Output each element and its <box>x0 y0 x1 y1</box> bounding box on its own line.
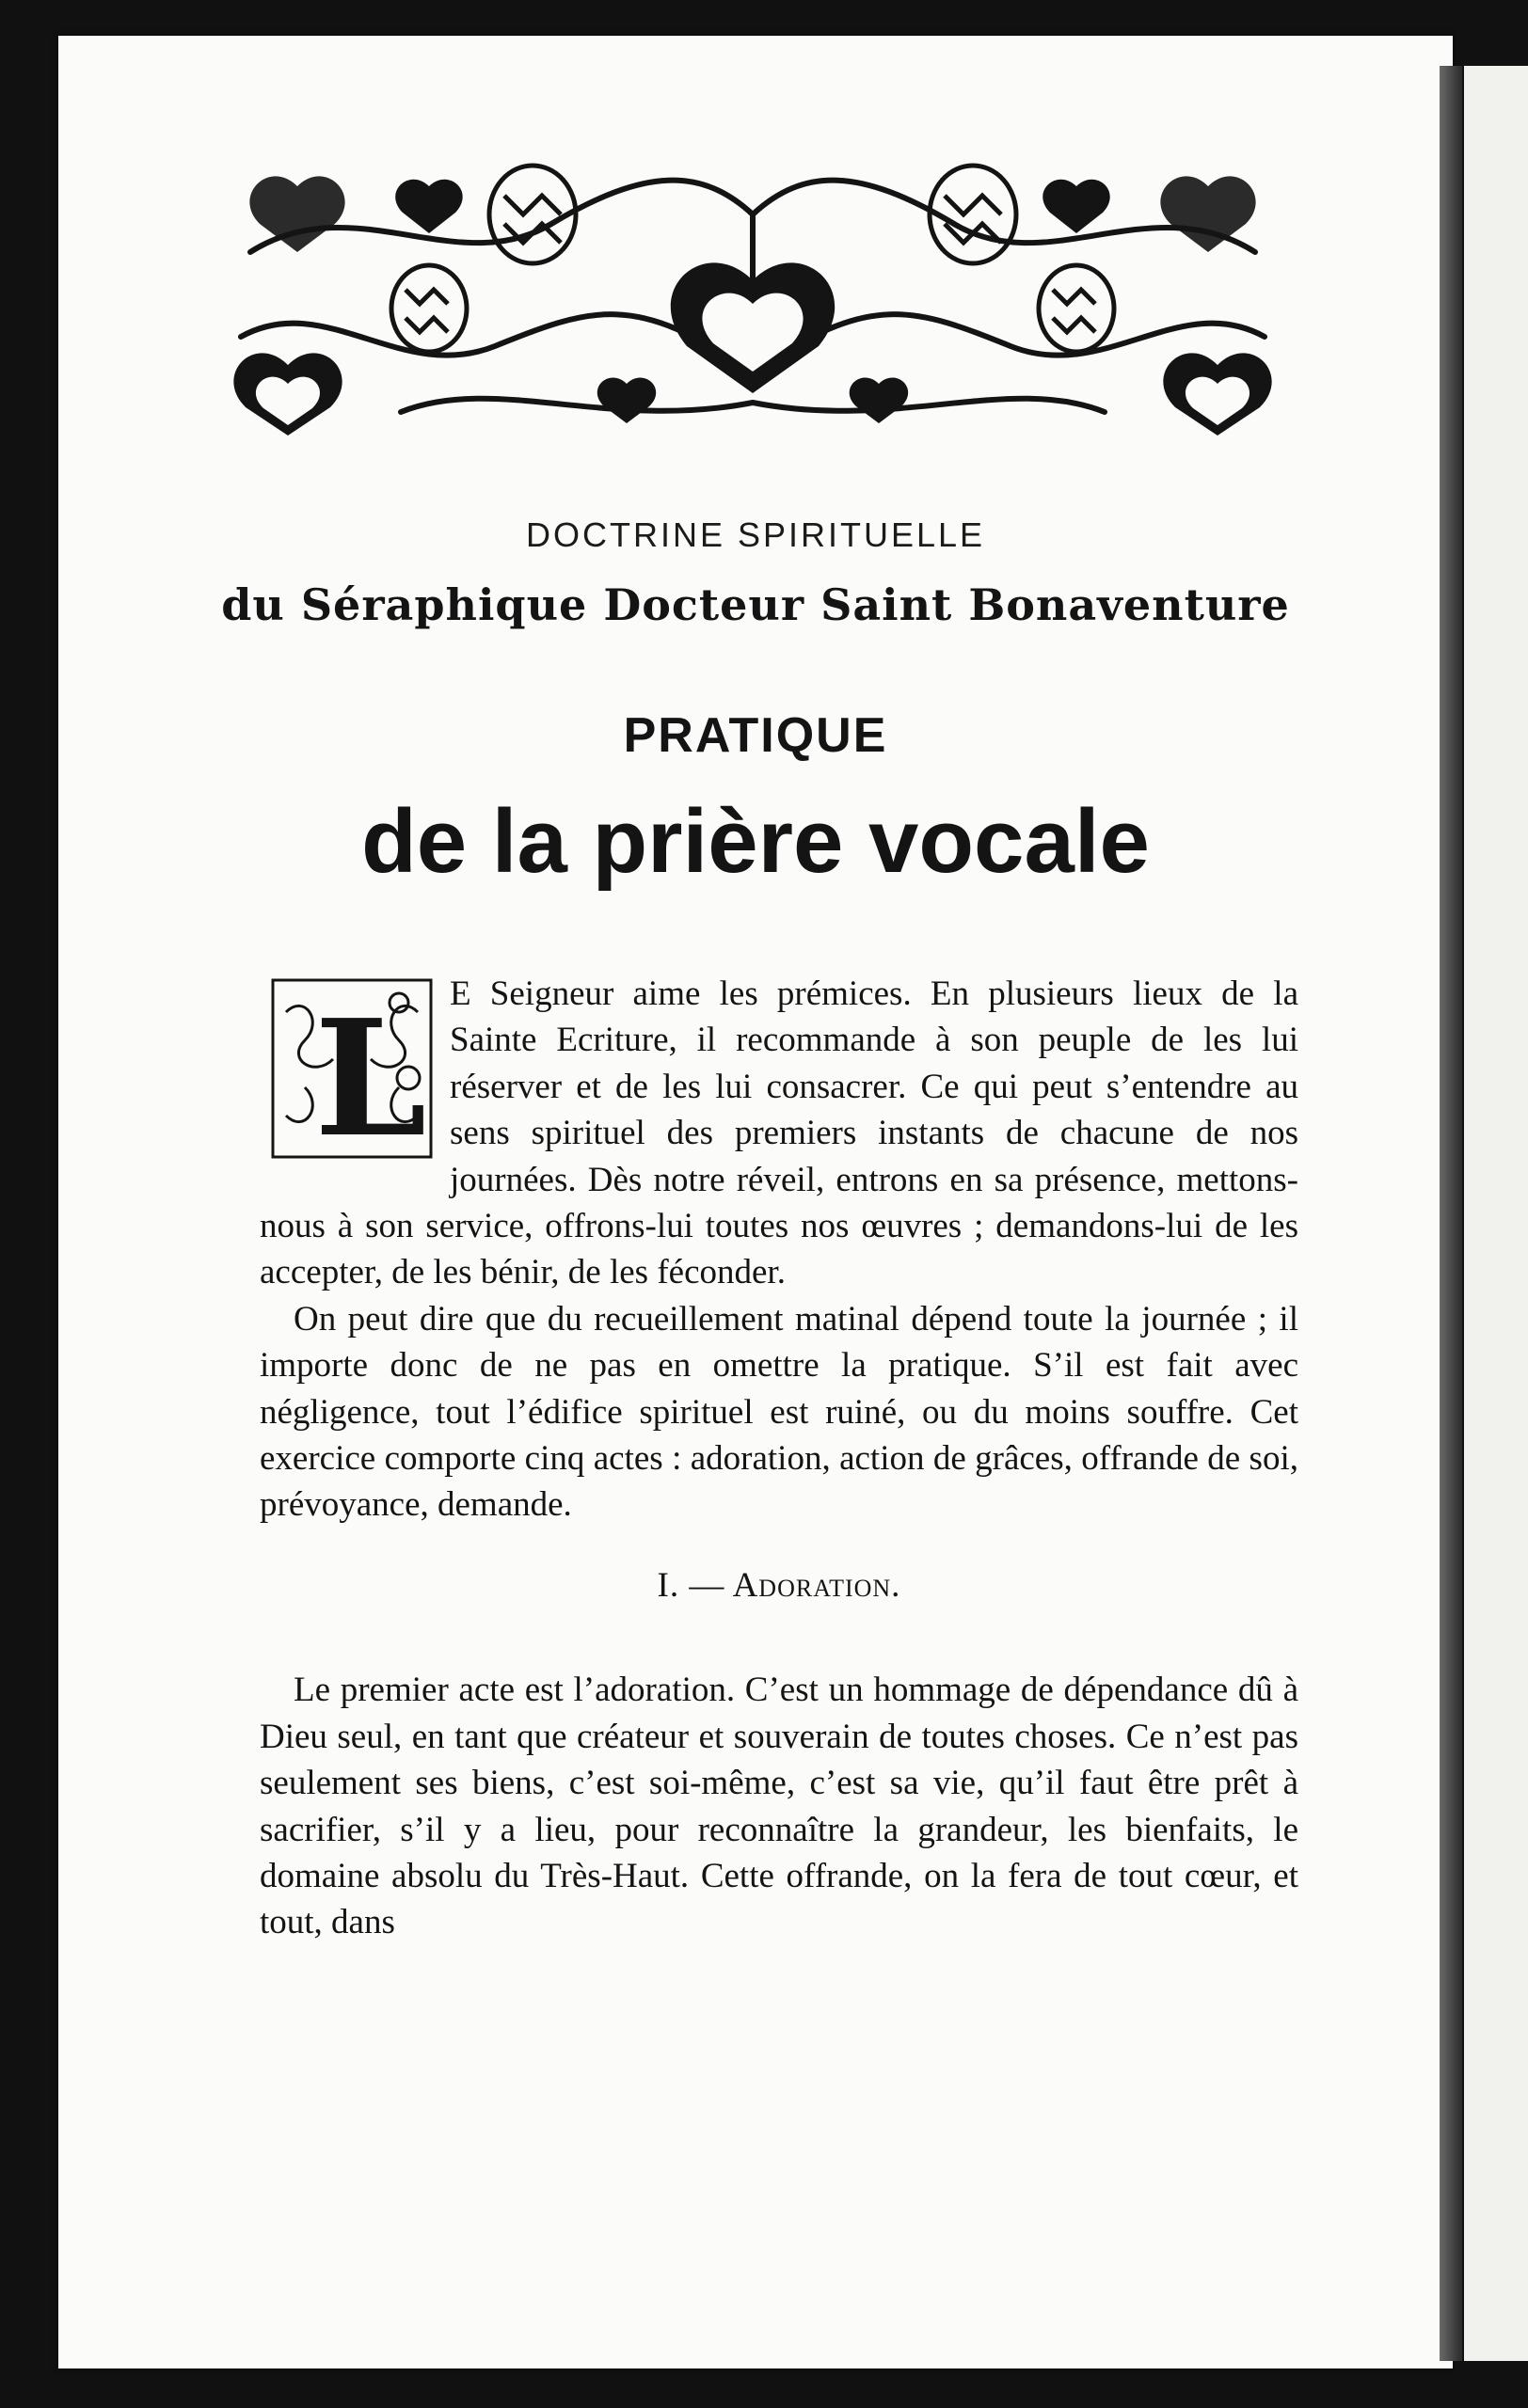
section-heading: I. — Adoration. <box>657 1565 901 1605</box>
title-line-1: PRATIQUE <box>623 708 888 763</box>
series-kicker: DOCTRINE SPIRITUELLE <box>525 515 986 554</box>
paragraph-adoration: Le premier acte est l’adoration. C’est un hommage de dépendance dû à Dieu seul, en tant que créateur et souverain de toutes choses. Ce n’est pas seulement ses biens, c’est soi-même, c’est sa vie, qu’il faut être prêt à sacrifier, s’il y a lieu, pour reconnaître la grandeur, les bienfaits, le domaine absolu du Très-Haut. Cette offrande, on la fera de tout cœur, et tout, dans <box>260 1671 1298 1942</box>
book-gutter <box>1440 66 1462 2361</box>
floral-dropcap-icon <box>267 974 437 1163</box>
clover-ornament-icon <box>213 149 1293 440</box>
facing-page-edge <box>1464 66 1528 2361</box>
paragraph-intro: E Seigneur aime les prémices. En plusieurs lieux de la Sainte Ecriture, il recommande à son peuple de les lui réserver et de les lui consacrer. Ce qui peut s’entendre au sens spirituel des premiers instants de chacune de nos journées. Dès notre réveil, entrons en sa présence, mettons-nous à son service, offrons-lui toutes nos œuvres ; demandons-lui de les accepter, de les bénir, de les féconder. <box>260 974 1298 1292</box>
paragraph-second: On peut dire que du recueillement matinal dépend toute la journée ; il importe donc de ne pas en omettre la pratique. S’il est fait avec négligence, tout l’édifice spirituel est ruiné, ou du moins souffre. Cet exercice comporte cinq actes : adoration, action de grâces, offrande de soi, prévoyance, demande. <box>260 1299 1298 1525</box>
page-title: de la prière vocale <box>361 791 1150 892</box>
svg-text:L: L <box>314 985 427 1163</box>
doc-subtitle: du Séraphique Docteur Saint Bonaventure <box>221 579 1290 630</box>
body-text <box>260 971 1298 1946</box>
